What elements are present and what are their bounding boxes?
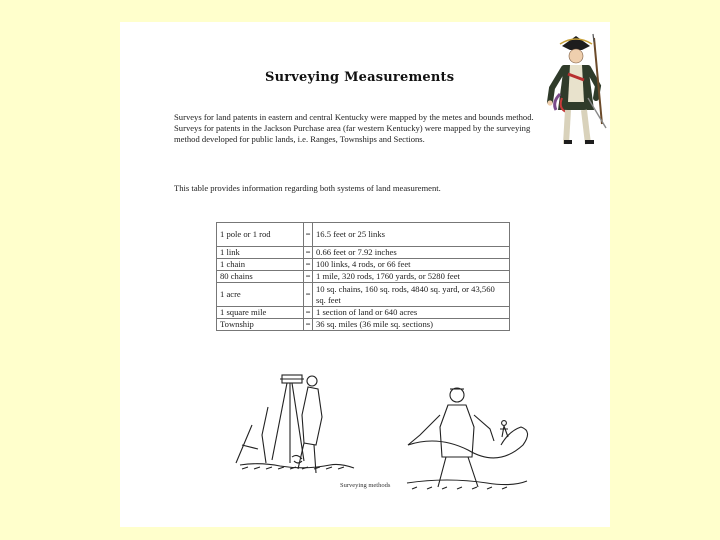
table-row xyxy=(217,271,510,283)
unit-cell: 1 square mile xyxy=(217,307,304,319)
surveyors-illustration xyxy=(232,365,562,500)
page-title: Surveying Measurements xyxy=(265,70,455,85)
equals-cell: = xyxy=(304,307,313,319)
unit-cell: 1 chain xyxy=(217,259,304,271)
unit-cell: Township xyxy=(217,319,304,331)
value-cell: 10 sq. chains, 160 sq. rods, 4840 sq. yard, or 43,560 sq. feet xyxy=(313,283,510,307)
value-cell: 100 links, 4 rods, or 66 feet xyxy=(313,259,510,271)
equals-cell: = xyxy=(304,283,313,307)
value-cell: 16.5 feet or 25 links xyxy=(313,223,510,247)
colonial-soldier-illustration xyxy=(536,32,616,157)
equals-cell: = xyxy=(304,259,313,271)
measurement-table xyxy=(216,222,510,331)
value-cell: 1 section of land or 640 acres xyxy=(313,307,510,319)
value-cell: 1 mile, 320 rods, 1760 yards, or 5280 feet xyxy=(313,271,510,283)
unit-cell: 1 link xyxy=(217,247,304,259)
unit-cell: 80 chains xyxy=(217,271,304,283)
table-row xyxy=(217,247,510,259)
unit-cell: 1 pole or 1 rod xyxy=(217,223,304,247)
equals-cell: = xyxy=(304,223,313,247)
equals-cell: = xyxy=(304,271,313,283)
value-cell: 0.66 feet or 7.92 inches xyxy=(313,247,510,259)
table-lead-text: This table provides information regarding both systems of land measurement. xyxy=(174,183,441,193)
illustration-caption: Surveying methods xyxy=(340,482,391,489)
intro-paragraph: Surveys for land patents in eastern and central Kentucky were mapped by the metes and bounds method. Surveys for patents in the Jackson Purchase area (far western Kentucky) were mapped by the surveying method developed for public lands, i.e. Ranges, Townships and Sections. xyxy=(174,112,534,144)
table-row xyxy=(217,259,510,271)
table-row xyxy=(217,307,510,319)
value-cell: 36 sq. miles (36 mile sq. sections) xyxy=(313,319,510,331)
equals-cell: = xyxy=(304,247,313,259)
table-row xyxy=(217,223,510,247)
equals-cell: = xyxy=(304,319,313,331)
table-row xyxy=(217,283,510,307)
table-row xyxy=(217,319,510,331)
unit-cell: 1 acre xyxy=(217,283,304,307)
